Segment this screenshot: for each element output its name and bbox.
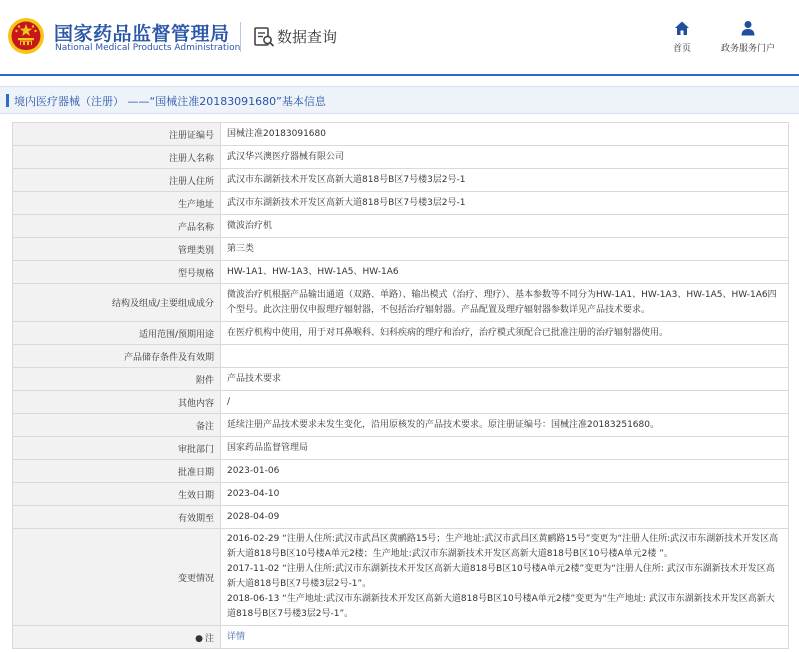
location-pin-icon: ● xyxy=(195,633,203,644)
table-row-note xyxy=(13,626,789,649)
row-label: 生效日期 xyxy=(13,483,221,506)
header-accent-line xyxy=(0,74,799,76)
table-row xyxy=(13,238,789,261)
row-label: 备注 xyxy=(13,414,221,437)
nav-portal-link[interactable] xyxy=(716,20,780,54)
table-row xyxy=(13,414,789,437)
table-row xyxy=(13,215,789,238)
nav-home-link[interactable] xyxy=(668,20,696,54)
row-value: HW-1A1、HW-1A3、HW-1A5、HW-1A6 xyxy=(221,261,789,284)
user-icon xyxy=(740,20,756,36)
header-divider xyxy=(240,22,241,52)
table-row xyxy=(13,506,789,529)
row-label: 产品储存条件及有效期 xyxy=(13,345,221,368)
site-subtitle: National Medical Products Administration xyxy=(55,43,241,53)
row-value: 武汉市东湖新技术开发区高新大道818号B区7号楼3层2号-1 xyxy=(221,192,789,215)
breadcrumb xyxy=(0,86,799,114)
row-value: 第三类 xyxy=(221,238,789,261)
national-emblem-icon xyxy=(7,17,45,55)
row-value: 2023-01-06 xyxy=(221,460,789,483)
table-row xyxy=(13,123,789,146)
table-row xyxy=(13,460,789,483)
home-icon xyxy=(674,20,690,36)
change-entry: 2018-06-13 “生产地址:武汉市东湖新技术开发区高新大道818号B区10号楼A单元2楼”变更为“生产地址: 武汉市东湖新技术开发区高新大道818号B区7号楼3层2号-1”。 xyxy=(227,594,775,619)
row-value: 国械注准20183091680 xyxy=(221,123,789,146)
row-label: 其他内容 xyxy=(13,391,221,414)
document-search-icon xyxy=(253,26,275,48)
table-row xyxy=(13,169,789,192)
row-value xyxy=(221,626,789,649)
table-row-changes xyxy=(13,529,789,626)
row-value xyxy=(221,345,789,368)
note-label: 注 xyxy=(204,633,214,644)
breadcrumb-marker xyxy=(6,94,9,107)
breadcrumb-text: 境内医疗器械（注册） ——“国械注准20183091680”基本信息 xyxy=(14,95,326,108)
row-value: 2023-04-10 xyxy=(221,483,789,506)
row-label: 注册证编号 xyxy=(13,123,221,146)
table-row xyxy=(13,368,789,391)
row-label: 注册人名称 xyxy=(13,146,221,169)
registration-info-table xyxy=(12,122,789,649)
change-entry: 2016-02-29 “注册人住所:武汉市武昌区黄鹂路15号；生产地址:武汉市武昌区黄鹂路15号”变更为“注册人住所:武汉市东湖新技术开发区高新大道818号B区10号楼A单元2楼；生产地址:武汉市东湖新技术开发区高新大道818号B区10号楼A单元2楼 ”。 xyxy=(227,534,779,559)
site-header xyxy=(0,0,799,74)
row-value: 在医疗机构中使用，用于对耳鼻喉科、妇科疾病的理疗和治疗，治疗模式须配合已批准注册的治疗辐射器使用。 xyxy=(221,322,789,345)
site-title[interactable]: 国家药品监督管理局 xyxy=(54,23,230,45)
table-row xyxy=(13,284,789,322)
row-value: 延续注册产品技术要求未发生变化，沿用原核发的产品技术要求。原注册证编号：国械注准20183251680。 xyxy=(221,414,789,437)
row-label: 适用范围/预期用途 xyxy=(13,322,221,345)
table-row xyxy=(13,483,789,506)
nav-home-label: 首页 xyxy=(672,44,691,54)
row-label: 变更情况 xyxy=(13,529,221,626)
row-value: 武汉华兴澳医疗器械有限公司 xyxy=(221,146,789,169)
row-label: 注册人住所 xyxy=(13,169,221,192)
table-row xyxy=(13,391,789,414)
row-label: 管理类别 xyxy=(13,238,221,261)
table-row xyxy=(13,146,789,169)
change-entry: 2017-11-02 “注册人住所:武汉市东湖新技术开发区高新大道818号B区10号楼A单元2楼”变更为“注册人住所: 武汉市东湖新技术开发区高新大道818号B区7号楼3层2号-1”。 xyxy=(227,564,775,589)
nav-portal-label: 政务服务门户 xyxy=(720,44,775,54)
change-history xyxy=(221,529,789,626)
row-label: 批准日期 xyxy=(13,460,221,483)
row-label: 审批部门 xyxy=(13,437,221,460)
table-row xyxy=(13,437,789,460)
row-value: 武汉市东湖新技术开发区高新大道818号B区7号楼3层2号-1 xyxy=(221,169,789,192)
row-label: 结构及组成/主要组成成分 xyxy=(13,284,221,322)
row-value: 国家药品监督管理局 xyxy=(221,437,789,460)
table-row xyxy=(13,322,789,345)
row-label: 型号规格 xyxy=(13,261,221,284)
row-value: 2028-04-09 xyxy=(221,506,789,529)
page-title: 数据查询 xyxy=(277,28,338,46)
row-value: 微波治疗机 xyxy=(221,215,789,238)
details-link[interactable]: 详情 xyxy=(227,631,246,642)
row-label: 产品名称 xyxy=(13,215,221,238)
row-label-note xyxy=(13,626,221,649)
table-row xyxy=(13,345,789,368)
table-row xyxy=(13,192,789,215)
row-label: 生产地址 xyxy=(13,192,221,215)
row-value: 微波治疗机根据产品输出通道（双路、单路）、输出模式（治疗、理疗）、基本参数等不同分为HW-1A1、HW-1A3、HW-1A5、HW-1A6四个型号。此次注册仅申报理疗辐射器，不包括治疗辐射器。产品配置及理疗辐射器参数详见产品技术要求。 xyxy=(221,284,789,322)
row-value: / xyxy=(221,391,789,414)
row-label: 有效期至 xyxy=(13,506,221,529)
row-label: 附件 xyxy=(13,368,221,391)
table-row xyxy=(13,261,789,284)
row-value: 产品技术要求 xyxy=(221,368,789,391)
